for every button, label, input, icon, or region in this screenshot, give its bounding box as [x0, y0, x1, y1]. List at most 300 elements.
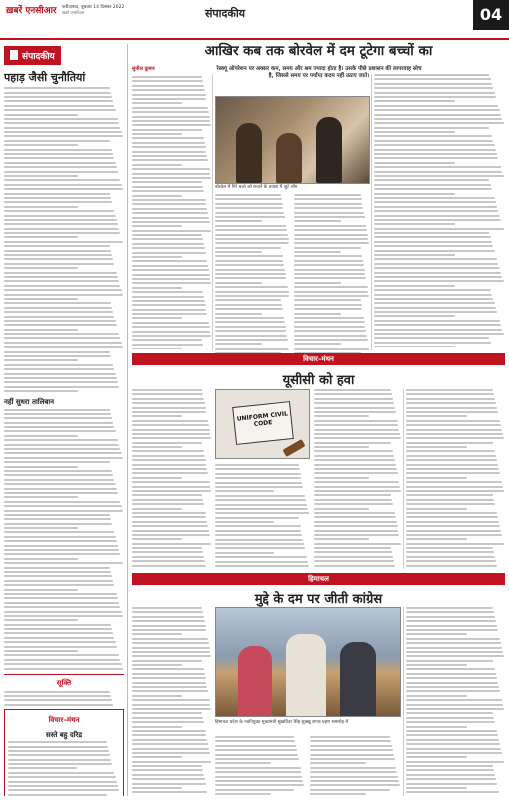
- text-line: [132, 699, 210, 701]
- text-line: [4, 704, 113, 706]
- text-line: [374, 114, 501, 116]
- column-rule: [403, 389, 404, 569]
- text-line: [132, 547, 202, 549]
- text-line: [374, 166, 501, 168]
- text-line: [406, 450, 495, 452]
- text-line: [374, 324, 501, 326]
- text-line: [294, 255, 362, 257]
- text-line: [406, 748, 501, 750]
- text-line: [4, 611, 122, 613]
- text-line: [314, 446, 369, 448]
- text-line: [132, 765, 202, 767]
- text-line: [132, 521, 207, 523]
- text-line: [406, 677, 497, 679]
- text-line: [215, 754, 298, 756]
- text-line: [4, 390, 78, 392]
- text-line: [132, 686, 207, 688]
- text-line: [132, 730, 206, 732]
- lead-photo-caption: बोरवेल में गिरे बच्चे को बचाने के प्रयास में जुटे लोग: [215, 185, 298, 190]
- text-line: [406, 699, 502, 701]
- vichar-body-col-2: [215, 464, 310, 569]
- text-line: [406, 704, 503, 706]
- text-line: [406, 398, 495, 400]
- text-line: [132, 611, 203, 613]
- text-line: [4, 272, 117, 274]
- text-line: [314, 494, 391, 496]
- himachal-body-col-2: [215, 736, 305, 796]
- text-line: [132, 137, 204, 139]
- masthead: [0, 0, 509, 40]
- text-line: [314, 424, 398, 426]
- text-line: [294, 286, 368, 288]
- lead-byline: सुनील कुमार: [132, 66, 155, 72]
- text-line: [406, 761, 504, 763]
- text-line: [132, 221, 210, 223]
- text-line: [132, 638, 208, 640]
- text-line: [4, 280, 119, 282]
- text-line: [406, 668, 495, 670]
- text-line: [4, 562, 123, 564]
- text-line: [4, 597, 118, 599]
- text-line: [132, 402, 205, 404]
- text-line: [4, 492, 118, 494]
- text-line: [4, 457, 123, 459]
- text-line: [132, 565, 206, 567]
- text-line: [215, 464, 299, 466]
- text-line: [132, 734, 206, 736]
- opinion-box: [4, 709, 124, 796]
- text-line: [132, 186, 203, 188]
- text-line: [132, 230, 211, 232]
- text-line: [132, 616, 204, 618]
- text-line: [4, 368, 114, 370]
- text-line: [4, 514, 110, 516]
- text-line: [4, 351, 110, 353]
- text-line: [294, 282, 341, 284]
- text-line: [8, 776, 116, 778]
- text-line: [4, 236, 78, 238]
- text-line: [406, 620, 496, 622]
- text-line: [132, 682, 206, 684]
- text-line: [4, 501, 120, 503]
- text-line: [132, 159, 208, 161]
- text-line: [132, 499, 203, 501]
- text-line: [132, 543, 211, 545]
- left-column: [4, 44, 128, 796]
- text-line: [4, 430, 116, 432]
- text-line: [132, 538, 182, 540]
- text-line: [406, 442, 493, 444]
- text-line: [132, 551, 203, 553]
- quote-body: [4, 691, 124, 706]
- text-line: [294, 194, 361, 196]
- text-line: [406, 783, 497, 785]
- text-line: [374, 96, 496, 98]
- text-line: [4, 444, 119, 446]
- text-line: [294, 343, 341, 345]
- text-line: [215, 335, 287, 337]
- text-line: [4, 131, 122, 133]
- text-line: [314, 547, 391, 549]
- text-line: [374, 144, 495, 146]
- text-line: [314, 407, 395, 409]
- text-line: [4, 488, 117, 490]
- text-line: [374, 346, 455, 347]
- text-line: [132, 225, 182, 227]
- text-line: [4, 122, 119, 124]
- text-line: [4, 571, 111, 573]
- dateline: फरीदाबाद, बुधवार 14 दिसंबर 2022: [62, 5, 125, 10]
- text-line: [215, 525, 301, 527]
- text-line: [314, 516, 396, 518]
- text-line: [406, 455, 496, 457]
- text-line: [4, 263, 114, 265]
- text-line: [215, 286, 288, 288]
- text-line: [374, 122, 504, 124]
- text-line: [4, 527, 78, 529]
- text-line: [132, 389, 202, 391]
- text-line: [132, 490, 211, 492]
- text-line: [132, 208, 207, 210]
- text-line: [314, 560, 394, 562]
- text-line: [4, 153, 113, 155]
- text-line: [132, 446, 182, 448]
- text-line: [4, 668, 123, 670]
- text-line: [4, 435, 78, 437]
- text-line: [4, 316, 114, 318]
- text-line: [314, 490, 401, 492]
- text-line: [374, 276, 502, 278]
- editorial-subtitle: नहीं सुधरा तालिबान: [4, 398, 55, 407]
- text-line: [314, 499, 392, 501]
- text-line: [132, 756, 182, 758]
- text-line: [8, 741, 107, 743]
- text-line: [4, 470, 112, 472]
- text-line: [374, 149, 496, 151]
- text-line: [215, 304, 282, 306]
- text-line: [8, 785, 118, 787]
- text-line: [4, 619, 78, 621]
- text-line: [374, 232, 489, 234]
- text-line: [406, 547, 493, 549]
- editorial-title: पहाड़ जैसी चुनौतियां: [4, 71, 86, 84]
- section-band-vichar: विचार–मंथन: [132, 353, 505, 365]
- text-line: [132, 190, 204, 192]
- text-line: [215, 234, 288, 236]
- text-line: [132, 508, 182, 510]
- vichar-headline: यूसीसी को हवा: [282, 373, 355, 388]
- text-line: [132, 778, 205, 780]
- text-line: [132, 282, 211, 284]
- text-line: [294, 308, 362, 310]
- text-line: [4, 479, 114, 481]
- text-line: [132, 516, 206, 518]
- text-line: [374, 215, 500, 217]
- text-line: [406, 565, 497, 567]
- editorial-tag-label: संपादकीय: [22, 52, 55, 62]
- text-line: [406, 769, 494, 771]
- tag-marker-icon: [10, 50, 18, 60]
- text-line: [215, 251, 262, 253]
- text-line: [132, 269, 209, 271]
- text-line: [314, 429, 399, 431]
- text-line: [406, 494, 493, 496]
- text-line: [406, 712, 493, 714]
- text-line: [132, 393, 203, 395]
- text-line: [406, 477, 467, 479]
- text-line: [406, 629, 498, 631]
- text-line: [132, 708, 211, 710]
- text-line: [314, 512, 395, 514]
- text-line: [4, 641, 116, 643]
- text-line: [314, 538, 369, 540]
- editorial-body-2: [4, 409, 124, 670]
- text-line: [314, 398, 393, 400]
- text-line: [4, 439, 118, 441]
- text-line: [4, 632, 113, 634]
- editorial-tag: [4, 46, 61, 65]
- ucc-image: [215, 389, 310, 459]
- text-line: [406, 486, 503, 488]
- lead-headline: आखिर कब तक बोरवेल में दम टूटेगा बच्चों का: [204, 43, 433, 59]
- text-line: [374, 337, 489, 339]
- text-line: [132, 791, 207, 793]
- text-line: [314, 530, 398, 532]
- text-line: [406, 424, 501, 426]
- text-line: [132, 129, 202, 131]
- gavel-icon: [282, 439, 305, 457]
- vichar-body-lines: [132, 389, 212, 569]
- text-line: [132, 274, 210, 276]
- text-line: [4, 324, 117, 326]
- text-line: [4, 96, 112, 98]
- text-line: [4, 474, 113, 476]
- text-line: [4, 518, 111, 520]
- text-line: [4, 536, 116, 538]
- text-line: [314, 393, 392, 395]
- text-line: [406, 556, 495, 558]
- section-heading: संपादकीय: [205, 7, 246, 20]
- text-line: [314, 551, 392, 553]
- text-line: [4, 558, 78, 560]
- text-line: [4, 624, 111, 626]
- text-line: [4, 386, 119, 388]
- text-line: [310, 758, 395, 760]
- himachal-photo: [215, 607, 401, 717]
- text-line: [310, 736, 390, 738]
- text-line: [374, 210, 498, 212]
- text-line: [406, 730, 497, 732]
- text-line: [132, 89, 205, 91]
- photo-person: [286, 634, 326, 716]
- text-line: [294, 220, 341, 222]
- text-line: [374, 258, 497, 260]
- text-line: [4, 496, 78, 498]
- text-line: [215, 468, 300, 470]
- text-line: [132, 429, 210, 431]
- text-line: [215, 736, 294, 738]
- lead-body-col-2: [215, 194, 290, 353]
- text-line: [132, 629, 206, 631]
- text-line: [314, 556, 393, 558]
- text-line: [374, 118, 502, 120]
- text-line: [132, 243, 204, 245]
- text-line: [294, 247, 361, 249]
- text-line: [132, 560, 205, 562]
- text-line: [4, 531, 114, 533]
- text-line: [132, 642, 209, 644]
- text-line: [215, 207, 283, 209]
- text-line: [4, 254, 112, 256]
- text-line: [294, 295, 369, 297]
- text-line: [4, 302, 111, 304]
- text-line: [215, 308, 283, 310]
- text-line: [132, 415, 182, 417]
- text-line: [132, 111, 209, 113]
- text-line: [406, 611, 494, 613]
- text-line: [215, 780, 303, 782]
- text-line: [215, 539, 303, 541]
- text-line: [215, 512, 309, 514]
- text-line: [294, 260, 363, 262]
- text-line: [215, 521, 274, 523]
- text-line: [374, 201, 496, 203]
- text-line: [314, 521, 397, 523]
- text-line: [294, 330, 366, 332]
- text-line: [406, 778, 496, 780]
- text-line: [132, 168, 210, 170]
- text-line: [4, 540, 117, 542]
- text-line: [4, 100, 113, 102]
- text-line: [406, 695, 467, 697]
- text-line: [132, 260, 207, 262]
- text-line: [4, 466, 78, 468]
- text-line: [406, 411, 498, 413]
- text-line: [132, 442, 202, 444]
- ucc-card: UNIFORM CIVIL CODE: [232, 401, 294, 445]
- text-line: [132, 278, 210, 280]
- opinion-title: सस्ते बहु दरिद्र: [45, 730, 83, 739]
- text-line: [132, 472, 208, 474]
- text-line: [374, 298, 493, 300]
- text-line: [215, 225, 286, 227]
- text-line: [4, 184, 122, 186]
- column-rule: [403, 607, 404, 796]
- text-line: [406, 472, 500, 474]
- text-line: [294, 304, 362, 306]
- text-line: [314, 534, 399, 536]
- photo-figure: [316, 117, 342, 183]
- text-line: [294, 326, 365, 328]
- text-line: [374, 135, 492, 137]
- text-line: [294, 291, 368, 293]
- text-line: [314, 481, 399, 483]
- text-line: [294, 212, 364, 214]
- text-line: [406, 503, 495, 505]
- text-line: [132, 80, 203, 82]
- text-line: [215, 212, 284, 214]
- text-line: [374, 236, 491, 238]
- text-line: [406, 490, 504, 492]
- text-line: [132, 107, 208, 109]
- text-line: [215, 789, 294, 791]
- text-line: [132, 304, 206, 306]
- text-line: [132, 525, 208, 527]
- text-line: [314, 442, 391, 444]
- text-line: [215, 552, 274, 554]
- text-line: [215, 255, 283, 257]
- text-line: [132, 704, 210, 706]
- text-line: [132, 120, 210, 122]
- text-line: [406, 459, 497, 461]
- text-line: [4, 337, 120, 339]
- text-line: [132, 787, 182, 789]
- text-line: [4, 637, 114, 639]
- text-line: [374, 188, 492, 190]
- text-line: [4, 210, 114, 212]
- lead-body-lines: [374, 74, 505, 347]
- text-line: [4, 364, 113, 366]
- text-line: [4, 245, 110, 247]
- text-line: [215, 198, 282, 200]
- text-line: [132, 690, 208, 692]
- brand-logo: ख़बरें एनसीआर: [6, 6, 57, 16]
- text-line: [4, 426, 114, 428]
- text-line: [132, 743, 208, 745]
- text-line: [314, 543, 401, 545]
- text-line: [132, 726, 182, 728]
- text-line: [132, 437, 211, 439]
- text-line: [4, 135, 123, 137]
- text-line: [132, 717, 203, 719]
- text-line: [310, 780, 399, 782]
- text-line: [406, 638, 500, 640]
- text-line: [374, 311, 497, 313]
- text-line: [4, 593, 117, 595]
- vichar-body-col-1: [132, 389, 212, 569]
- text-line: [132, 133, 182, 135]
- lead-photo: [215, 96, 370, 184]
- text-line: [132, 309, 206, 311]
- text-line: [8, 763, 112, 765]
- text-line: [374, 87, 493, 89]
- text-line: [132, 265, 208, 267]
- text-line: [215, 339, 288, 341]
- text-line: [4, 483, 116, 485]
- text-line: [4, 699, 112, 701]
- text-line: [406, 420, 500, 422]
- text-line: [132, 339, 202, 341]
- text-line: [215, 499, 306, 501]
- text-line: [310, 771, 397, 773]
- text-line: [4, 452, 122, 454]
- text-line: [406, 521, 499, 523]
- text-line: [132, 344, 203, 346]
- text-line: [4, 175, 78, 177]
- text-line: [4, 461, 110, 463]
- text-line: [132, 660, 202, 662]
- text-line: [374, 320, 500, 322]
- text-line: [406, 389, 493, 391]
- text-line: [4, 267, 78, 269]
- text-line: [374, 307, 496, 309]
- text-line: [8, 750, 109, 752]
- text-line: [314, 402, 394, 404]
- himachal-headline: मुद्दे के दम पर जीती कांग्रेस: [254, 592, 383, 607]
- text-line: [406, 734, 498, 736]
- text-line: [132, 651, 210, 653]
- text-line: [374, 272, 501, 274]
